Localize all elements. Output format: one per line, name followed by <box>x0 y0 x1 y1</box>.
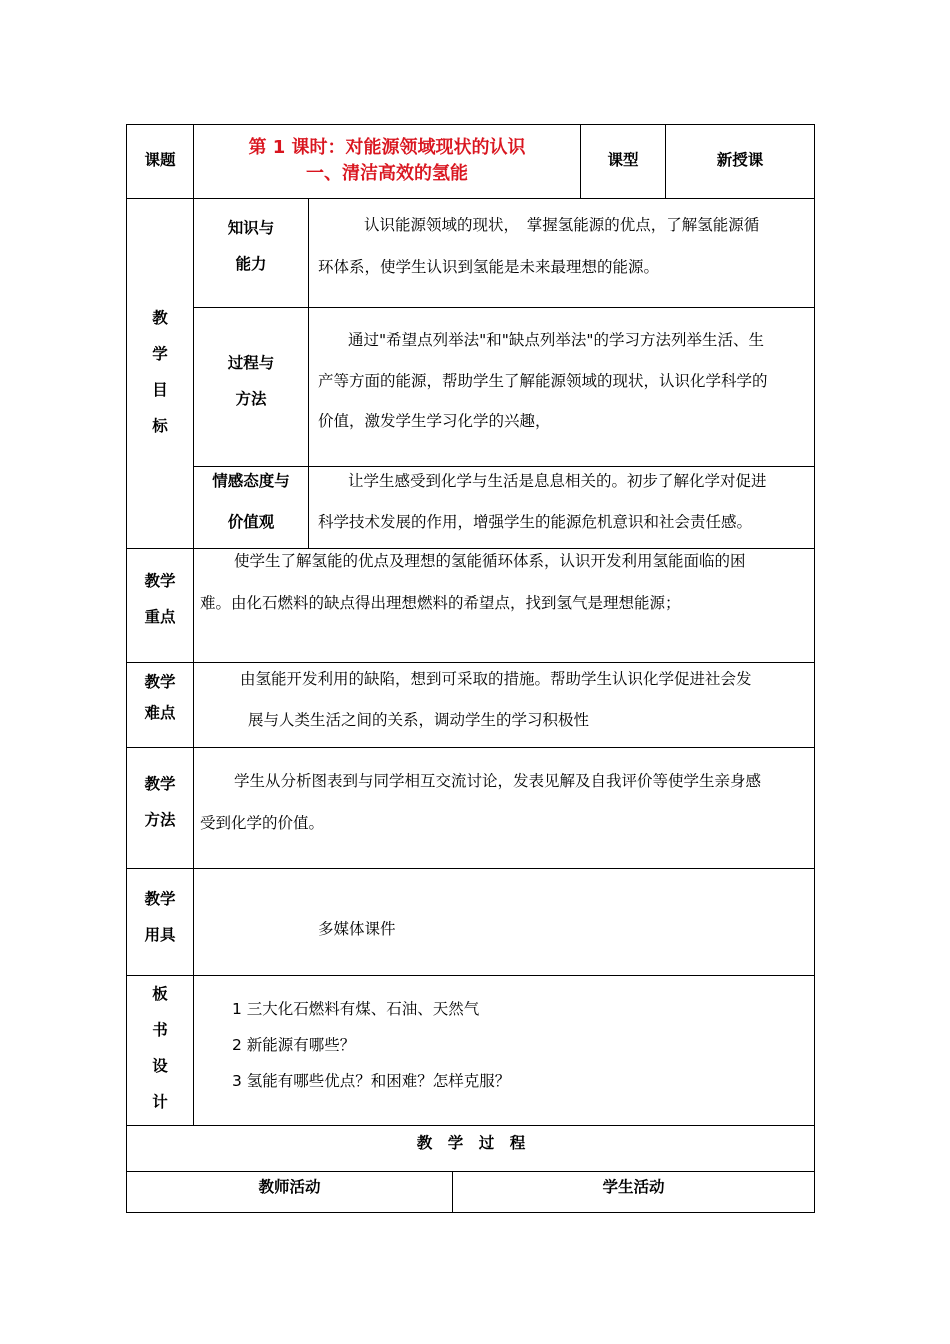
emotion-text-line2: 科学技术发展的作用，增强学生的能源危机意识和社会责任感。 <box>318 513 753 531</box>
objectives-label: 教 学 目 标 <box>152 309 168 435</box>
difficulties-label-line1: 教学 <box>144 673 176 691</box>
type-value: 新授课 <box>716 151 764 169</box>
method-text-line2: 受到化学的价值。 <box>200 814 325 832</box>
knowledge-label-line1: 知识与 <box>227 219 275 237</box>
difficulties-text-line1: 由氢能开发利用的缺陷，想到可采取的措施。帮助学生认识化学促进社会发 <box>240 670 752 688</box>
method-label-line2: 方法 <box>144 811 176 829</box>
emotion-label-line1: 情感态度与 <box>212 472 290 490</box>
process-text-line2: 产等方面的能源，帮助学生了解能源领域的现状，认识化学科学的 <box>318 372 768 390</box>
knowledge-label-line2: 能力 <box>235 255 267 273</box>
tools-value: 多媒体课件 <box>318 920 396 938</box>
emotion-text-line1: 让学生感受到化学与生活是息息相关的。初步了解化学对促进 <box>348 472 767 490</box>
key-points-label-line1: 教学 <box>144 572 176 590</box>
knowledge-text-line2: 环体系，使学生认识到氢能是未来最理想的能源。 <box>318 258 660 276</box>
emotion-label-line2: 价值观 <box>227 513 275 531</box>
method-label-line1: 教学 <box>144 775 176 793</box>
difficulties-label-line2: 难点 <box>144 704 176 722</box>
process-label-line1: 过程与 <box>227 354 275 372</box>
teacher-activity-header: 教师活动 <box>258 1178 321 1196</box>
process-label-line2: 方法 <box>235 390 267 408</box>
key-points-text-line1: 使学生了解氢能的优点及理想的氢能循环体系，认识开发利用氢能面临的困 <box>234 552 746 570</box>
process-text-line3: 价值，激发学生学习化学的兴趣， <box>318 412 551 430</box>
lesson-title-line2: 一、清洁高效的氢能 <box>306 163 468 184</box>
method-text-line1: 学生从分析图表到与同学相互交流讨论，发表见解及自我评价等使学生亲身感 <box>234 772 762 790</box>
board-label: 板 书 设 计 <box>152 985 168 1111</box>
key-points-label-line2: 重点 <box>144 608 176 626</box>
student-activity-header: 学生活动 <box>602 1178 665 1196</box>
process-section-title: 教 学 过 程 <box>416 1134 526 1152</box>
board-item: 2 新能源有哪些？ <box>232 1036 356 1054</box>
knowledge-text-line1: 认识能源领域的现状， 掌握氢能源的优点，了解氢能源循 <box>364 216 760 234</box>
tools-label-line2: 用具 <box>144 926 176 944</box>
subject-label: 课题 <box>144 151 176 169</box>
board-item: 3 氢能有哪些优点？和困难？怎样克服？ <box>232 1072 511 1090</box>
difficulties-text-line2: 展与人类生活之间的关系，调动学生的学习积极性 <box>248 711 590 729</box>
process-text-line1: 通过"希望点列举法"和"缺点列举法"的学习方法列举生活、生 <box>348 331 765 349</box>
tools-label-line1: 教学 <box>144 890 176 908</box>
lesson-title-line1: 第 1 课时：对能源领域现状的认识 <box>248 137 526 158</box>
type-label: 课型 <box>607 151 639 169</box>
board-item: 1 三大化石燃料有煤、石油、天然气 <box>232 1000 480 1018</box>
key-points-text-line2: 难。由化石燃料的缺点得出理想燃料的希望点，找到氢气是理想能源； <box>200 594 681 612</box>
